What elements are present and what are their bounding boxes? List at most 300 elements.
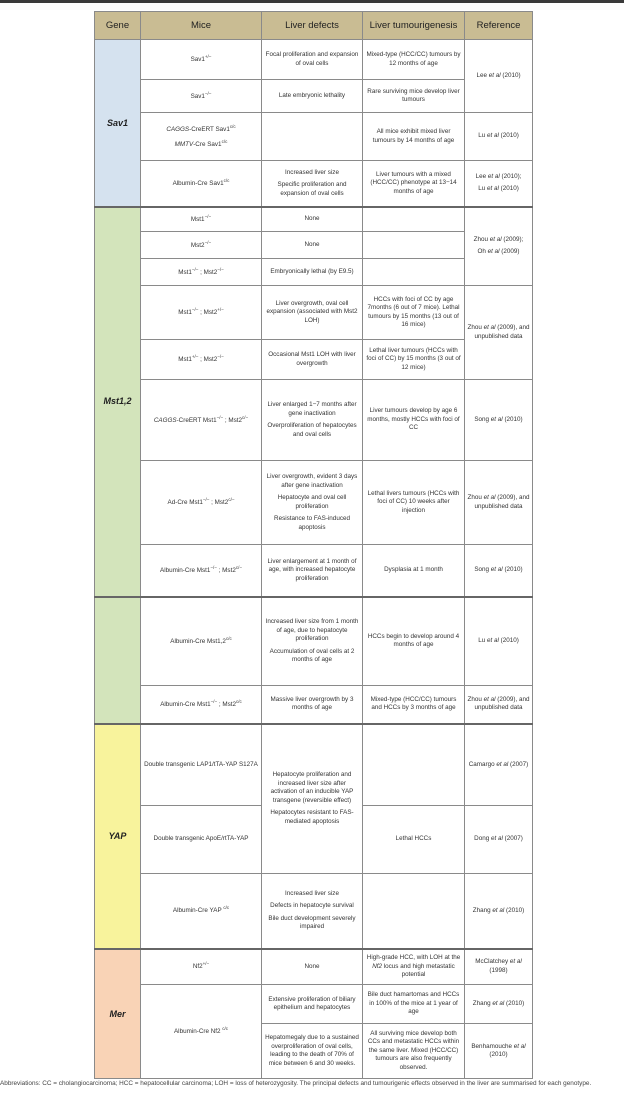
mice-cell xyxy=(141,380,262,461)
liver-defects-cell xyxy=(262,724,363,874)
text-segment: et al xyxy=(492,999,505,1007)
cell-line xyxy=(365,696,462,713)
mice-cell xyxy=(141,340,262,380)
mice-cell xyxy=(141,597,262,686)
table-row xyxy=(95,874,533,949)
reference-cell xyxy=(465,874,533,949)
mice-cell xyxy=(141,207,262,232)
cell-line xyxy=(264,915,360,932)
cell-line xyxy=(467,236,530,245)
text-segment: Late embryonic lethality xyxy=(278,91,346,99)
reference-cell xyxy=(465,545,533,597)
text-segment: (2010) xyxy=(498,185,519,193)
text-segment: -Cre Sav1 xyxy=(193,140,222,148)
mice-cell xyxy=(141,686,262,724)
table-row xyxy=(95,113,533,161)
reference-cell xyxy=(465,380,533,461)
mice-cell xyxy=(141,40,262,80)
text-segment: Oh xyxy=(477,248,488,256)
text-segment: CAGGS xyxy=(153,416,177,424)
text-segment: (2010) xyxy=(504,999,525,1007)
reference-cell xyxy=(465,286,533,380)
reference-cell xyxy=(465,40,533,113)
liver-tumourigenesis-cell xyxy=(363,340,465,380)
text-segment: et al xyxy=(490,415,503,423)
gene-cell xyxy=(95,949,141,1079)
mice-cell xyxy=(141,985,262,1079)
text-segment: All surviving mice develop both CCs and metastatic HCCs within the same liver. Mixed (HCC/CC) tumours are also frequently observed. xyxy=(367,1029,460,1071)
cell-line xyxy=(143,415,259,426)
cell-line xyxy=(264,473,360,490)
liver-tumourigenesis-cell xyxy=(363,380,465,461)
text-segment: −/− xyxy=(191,307,199,313)
text-segment: Song xyxy=(474,566,491,573)
header-liver-tumourigenesis: Liver tumourigenesis xyxy=(363,12,465,40)
cell-line xyxy=(467,132,530,141)
text-segment: Dong xyxy=(474,835,491,843)
text-segment: CAGGS xyxy=(166,126,190,133)
text-segment: Albumin-Cre Nf2 xyxy=(173,1028,223,1036)
text-segment: −/− xyxy=(204,239,212,245)
table-row xyxy=(95,724,533,806)
table-row xyxy=(95,597,533,686)
table-row xyxy=(95,207,533,232)
text-segment: Massive liver overgrowth by 3 months of age xyxy=(270,695,354,712)
text-segment: ; Mst2 xyxy=(217,701,237,709)
cell-line xyxy=(467,958,530,975)
liver-phenotypes-table xyxy=(94,11,533,1079)
cell-line xyxy=(467,637,530,646)
text-segment: Nf2 xyxy=(192,963,203,971)
text-segment: (2009), and unpublished data xyxy=(474,324,530,340)
text-segment: Hepatomegaly due to a sustained overproliferation of oval cells, leading to the death of 70% of mice between 6 and 30 weeks. xyxy=(265,1034,359,1067)
text-segment: (2009), and unpublished data xyxy=(474,695,530,712)
reference-cell xyxy=(465,724,533,806)
reference-cell xyxy=(465,686,533,724)
text-segment: locus and high metastatic potential xyxy=(382,962,455,978)
text-segment: Lee xyxy=(475,172,488,180)
text-segment: (2010) xyxy=(504,906,525,914)
text-segment: None xyxy=(304,215,320,222)
text-segment: Lethal livers tumours (HCCs with foci of CC) 10 weeks after injection xyxy=(367,489,460,514)
text-segment: Occasional Mst1 LOH with liver overgrowth xyxy=(268,351,356,367)
cell-line xyxy=(264,902,360,911)
text-segment: et al xyxy=(492,906,505,914)
text-segment: Lu xyxy=(478,185,487,193)
cell-line xyxy=(467,248,530,257)
cell-line xyxy=(467,494,530,511)
liver-defects-cell xyxy=(262,545,363,597)
liver-tumourigenesis-cell xyxy=(363,40,465,80)
cell-line xyxy=(143,214,259,225)
text-segment: Specific proliferation and expansion of oval cells xyxy=(277,181,347,197)
mice-cell xyxy=(141,286,262,340)
cell-line xyxy=(467,173,530,182)
text-segment: Lethal HCCs xyxy=(395,835,432,843)
cell-line xyxy=(264,648,360,665)
cell-line xyxy=(365,51,462,68)
reference-cell xyxy=(465,207,533,286)
liver-defects-cell xyxy=(262,40,363,80)
liver-tumourigenesis-cell xyxy=(363,461,465,545)
top-rule xyxy=(0,0,624,3)
liver-defects-cell xyxy=(262,949,363,985)
cell-line xyxy=(365,128,462,145)
text-segment: −/− xyxy=(210,564,217,570)
liver-defects-cell xyxy=(262,113,363,161)
text-segment: et al xyxy=(487,172,500,180)
text-segment: c/c xyxy=(225,635,232,641)
liver-tumourigenesis-cell xyxy=(363,259,465,286)
mice-cell xyxy=(141,161,262,207)
text-segment: Liver overgrowth, oval cell expansion (associated with Mst2 LOH) xyxy=(266,299,358,324)
cell-line xyxy=(143,699,259,710)
gene-name: Mst1,2 xyxy=(103,396,132,407)
text-segment: c/c xyxy=(223,905,230,911)
cell-line xyxy=(467,1000,530,1009)
gene-cell xyxy=(95,597,141,724)
text-segment: Mixed-type (HCC/CC) tumours and HCCs by 3 months of age xyxy=(370,695,457,712)
liver-tumourigenesis-cell xyxy=(363,80,465,113)
text-segment: High-grade HCC, with LOH at the xyxy=(366,954,461,961)
text-segment: et al xyxy=(483,494,496,501)
text-segment: None xyxy=(304,962,320,970)
cell-line xyxy=(467,835,530,844)
cell-line xyxy=(365,566,462,575)
liver-defects-cell xyxy=(262,380,363,461)
text-segment: Accumulation of oval cells at 2 months of age xyxy=(269,647,355,663)
text-segment: Lethal liver tumours (HCCs with foci of CC) by 15 months (3 out of 12 mice) xyxy=(366,346,461,371)
text-segment: Mst1 xyxy=(178,356,192,364)
text-segment: c/− xyxy=(235,564,242,570)
text-segment: Ad-Cre Mst1 xyxy=(167,499,203,507)
liver-defects-cell xyxy=(262,286,363,340)
cell-line xyxy=(365,347,462,373)
cell-line xyxy=(467,1043,530,1060)
reference-cell xyxy=(465,161,533,207)
text-segment: (2010); xyxy=(499,172,522,180)
header-row xyxy=(95,12,533,40)
text-segment: Increased liver size xyxy=(285,889,339,897)
liver-defects-cell xyxy=(262,340,363,380)
text-segment: (2007) xyxy=(502,835,523,843)
cell-line xyxy=(143,54,259,65)
text-segment: et al xyxy=(509,958,522,966)
text-segment: ; Mst2 xyxy=(198,268,218,276)
text-segment: ; Mst2 xyxy=(198,309,218,317)
text-segment: +/− xyxy=(204,54,212,60)
text-segment: Zhou xyxy=(473,235,490,243)
text-segment: et al xyxy=(483,695,496,703)
cell-line xyxy=(467,185,530,194)
cell-line xyxy=(143,354,259,365)
gene-name: Sav1 xyxy=(106,117,129,128)
cell-line xyxy=(365,991,462,1017)
cell-line xyxy=(143,905,259,916)
text-segment: Hepatocyte proliferation and increased liver size after activation of an inducible YAP transgene (reversible effect) xyxy=(270,771,354,804)
cell-line xyxy=(365,954,462,980)
cell-line xyxy=(365,633,462,650)
table-row xyxy=(95,461,533,545)
liver-tumourigenesis-cell xyxy=(363,232,465,259)
cell-line xyxy=(264,696,360,713)
text-segment: Sav1 xyxy=(190,56,205,64)
text-segment: -CreERT Mst1 xyxy=(176,416,217,424)
header-gene: Gene xyxy=(95,12,141,40)
text-segment: Liver overgrowth, evident 3 days after gene inactivation xyxy=(266,473,358,489)
liver-tumourigenesis-cell xyxy=(363,1024,465,1079)
text-segment: Double transgenic LAP1/tTA-YAP S127A xyxy=(144,760,258,768)
text-segment: HCCs begin to develop around 4 months of age xyxy=(367,632,460,649)
cell-line xyxy=(143,307,259,318)
text-segment: (2010) xyxy=(502,415,523,423)
text-segment: Mst1 xyxy=(178,268,192,276)
text-segment: et al xyxy=(483,324,496,331)
text-segment: Nf2 xyxy=(372,962,382,970)
cell-line xyxy=(143,565,259,576)
text-segment: et al xyxy=(488,71,501,79)
cell-line xyxy=(467,696,530,713)
mice-cell xyxy=(141,806,262,874)
cell-line xyxy=(264,890,360,899)
cell-line xyxy=(264,1034,360,1068)
text-segment: −/− xyxy=(210,698,218,704)
header-reference: Reference xyxy=(465,12,533,40)
cell-line xyxy=(264,963,360,972)
cell-line xyxy=(143,91,259,102)
text-segment: Mst1 xyxy=(190,216,205,224)
text-segment: (2009) xyxy=(499,248,520,256)
cell-line xyxy=(143,636,259,647)
cell-line xyxy=(264,515,360,532)
cell-line xyxy=(467,324,530,341)
cell-line xyxy=(143,1026,259,1037)
text-segment: et al xyxy=(490,566,503,573)
cell-line xyxy=(143,139,259,150)
text-segment: Bile duct hamartomas and HCCs in 100% of the mice at 1 year of age xyxy=(367,991,460,1016)
text-segment: c/− xyxy=(242,414,249,420)
text-segment: Camargo xyxy=(468,760,497,768)
text-segment: +/− xyxy=(191,354,199,360)
text-segment: Overproliferation of hepatocytes and oval cells xyxy=(267,422,357,438)
cell-line xyxy=(365,171,462,197)
text-segment: Liver tumours develop by age 6 months, mostly HCCs with foci of CC xyxy=(367,407,460,432)
gene-cell xyxy=(95,724,141,949)
text-segment: Lu xyxy=(478,637,487,644)
text-segment: Zhang xyxy=(472,906,493,914)
liver-tumourigenesis-cell xyxy=(363,874,465,949)
cell-line xyxy=(264,268,360,277)
cell-line xyxy=(264,300,360,326)
mice-cell xyxy=(141,113,262,161)
text-segment: Zhou xyxy=(467,324,484,331)
text-segment: Hepatocytes resistant to FAS-mediated apoptosis xyxy=(270,809,354,825)
text-segment: c/c xyxy=(236,698,242,704)
text-segment: Liver enlarged 1−7 months after gene inactivation xyxy=(267,401,357,417)
text-segment: c/c xyxy=(223,177,230,183)
cell-line xyxy=(467,416,530,425)
text-segment: All mice exhibit mixed liver tumours by 14 months of age xyxy=(372,128,455,144)
cell-line xyxy=(365,1030,462,1073)
liver-tumourigenesis-cell xyxy=(363,113,465,161)
text-segment: ; Mst2 xyxy=(198,356,218,364)
text-segment: Resistance to FAS-induced apoptosis xyxy=(274,515,350,531)
text-segment: Rare surviving mice develop liver tumours xyxy=(367,87,460,103)
cell-line xyxy=(143,240,259,251)
reference-cell xyxy=(465,949,533,985)
text-segment: Liver tumours with a mixed (HCC/CC) phenotype at 13−14 months of age xyxy=(370,170,457,195)
text-segment: et al xyxy=(486,637,499,644)
table-row xyxy=(95,380,533,461)
table-row xyxy=(95,985,533,1024)
text-segment: (2009); xyxy=(501,235,524,243)
liver-defects-cell xyxy=(262,80,363,113)
table-caption: Abbreviations: CC = cholangiocarcinoma; HCC = hepatocellular carcinoma; LOH = loss of heterozygosity. The principal defects and tumourigenic effects observed in the liver are summarised for each genotype. xyxy=(0,1080,592,1087)
text-segment: et al xyxy=(489,235,502,243)
mice-cell xyxy=(141,80,262,113)
text-segment: McClatchey xyxy=(475,958,510,966)
liver-tumourigenesis-cell xyxy=(363,161,465,207)
text-segment: Increased liver size xyxy=(285,168,339,176)
text-segment: Zhou xyxy=(467,695,484,703)
cell-line xyxy=(264,169,360,178)
text-segment: et al xyxy=(490,835,503,843)
liver-defects-cell xyxy=(262,1024,363,1079)
cell-line xyxy=(467,72,530,81)
cell-line xyxy=(467,566,530,575)
mice-cell xyxy=(141,949,262,985)
cell-line xyxy=(264,215,360,224)
reference-cell xyxy=(465,806,533,874)
liver-defects-cell xyxy=(262,461,363,545)
text-segment: (2010) xyxy=(498,637,519,644)
liver-tumourigenesis-cell xyxy=(363,985,465,1024)
liver-tumourigenesis-cell xyxy=(363,286,465,340)
cell-line xyxy=(264,771,360,805)
gene-cell xyxy=(95,207,141,597)
text-segment: Benhamouche xyxy=(471,1042,514,1050)
text-segment: c/c xyxy=(229,123,236,129)
table-row xyxy=(95,686,533,724)
cell-line xyxy=(143,497,259,508)
text-segment: Zhang xyxy=(472,999,493,1007)
text-segment: (1998) xyxy=(489,966,508,974)
text-segment: −/− xyxy=(204,90,212,96)
text-segment: Song xyxy=(474,415,491,423)
liver-defects-cell xyxy=(262,597,363,686)
gene-name: YAP xyxy=(108,830,127,841)
text-segment: Albumin-Cre Mst1 xyxy=(160,701,211,709)
text-segment: et al xyxy=(486,132,499,140)
liver-defects-cell xyxy=(262,259,363,286)
text-segment: Increased liver size from 1 month of age, due to hepatocyte proliferation xyxy=(265,618,359,642)
cell-line xyxy=(143,961,259,972)
cell-line xyxy=(264,401,360,418)
mice-cell xyxy=(141,259,262,286)
cell-line xyxy=(264,92,360,101)
text-segment: et al xyxy=(486,185,499,193)
cell-line xyxy=(264,181,360,198)
text-segment: c/c xyxy=(221,138,228,144)
text-segment: Extensive proliferation of biliary epithelium and hepatocytes xyxy=(268,995,356,1011)
liver-tumourigenesis-cell xyxy=(363,207,465,232)
table-row xyxy=(95,949,533,985)
liver-tumourigenesis-cell xyxy=(363,686,465,724)
cell-line xyxy=(143,761,259,770)
liver-defects-cell xyxy=(262,686,363,724)
text-segment: et al xyxy=(513,1042,526,1050)
text-segment: −/− xyxy=(202,497,210,503)
text-segment: MMTV xyxy=(174,140,194,148)
text-segment: Sav1 xyxy=(190,92,205,100)
text-segment: Lee xyxy=(476,71,489,79)
reference-cell xyxy=(465,1024,533,1079)
text-segment: ; Mst2 xyxy=(216,567,236,575)
text-segment: Dysplasia at 1 month xyxy=(384,566,443,573)
table-row xyxy=(95,545,533,597)
table-row xyxy=(95,286,533,340)
cell-line xyxy=(264,422,360,439)
cell-line xyxy=(264,241,360,250)
text-segment: None xyxy=(304,240,320,248)
liver-defects-cell xyxy=(262,874,363,949)
cell-line xyxy=(264,996,360,1013)
liver-defects-cell xyxy=(262,161,363,207)
header-mice: Mice xyxy=(141,12,262,40)
liver-tumourigenesis-cell xyxy=(363,806,465,874)
text-segment: Liver enlargement at 1 month of age, with increased hepatocyte proliferation xyxy=(267,557,357,582)
text-segment: Mixed-type (HCC/CC) tumours by 12 months of age xyxy=(366,51,461,67)
text-segment: Focal proliferation and expansion of oval cells xyxy=(265,51,359,67)
cell-line xyxy=(143,835,259,844)
liver-defects-cell xyxy=(262,232,363,259)
text-segment: −/− xyxy=(191,266,199,272)
liver-tumourigenesis-cell xyxy=(363,724,465,806)
text-segment: (2010) xyxy=(500,71,521,79)
mice-cell xyxy=(141,545,262,597)
text-segment: Mst1 xyxy=(178,309,192,317)
reference-cell xyxy=(465,985,533,1024)
cell-line xyxy=(365,296,462,330)
cell-line xyxy=(143,178,259,189)
reference-cell xyxy=(465,597,533,686)
text-segment: Albumin-Cre Mst1 xyxy=(160,567,211,575)
cell-line xyxy=(264,51,360,68)
text-segment: (2010) xyxy=(502,566,523,573)
cell-line xyxy=(264,558,360,584)
cell-line xyxy=(365,407,462,433)
text-segment: −/− xyxy=(216,414,224,420)
cell-line xyxy=(264,494,360,511)
text-segment: −/− xyxy=(217,266,224,272)
text-segment: -CreERT Sav1 xyxy=(189,126,230,133)
text-segment: −/− xyxy=(217,354,224,360)
table-row xyxy=(95,40,533,80)
liver-tumourigenesis-cell xyxy=(363,545,465,597)
mice-cell xyxy=(141,724,262,806)
header-liver-defects: Liver defects xyxy=(262,12,363,40)
cell-line xyxy=(467,907,530,916)
liver-tumourigenesis-cell xyxy=(363,949,465,985)
text-segment: et al xyxy=(487,248,500,256)
text-segment: ; Mst2 xyxy=(209,499,229,507)
mice-cell xyxy=(141,461,262,545)
text-segment: Lu xyxy=(478,132,487,140)
text-segment: ; Mst2 xyxy=(223,416,243,424)
text-segment: Hepatocyte and oval cell proliferation xyxy=(277,494,347,510)
cell-line xyxy=(365,88,462,105)
text-segment: −/− xyxy=(204,213,212,219)
